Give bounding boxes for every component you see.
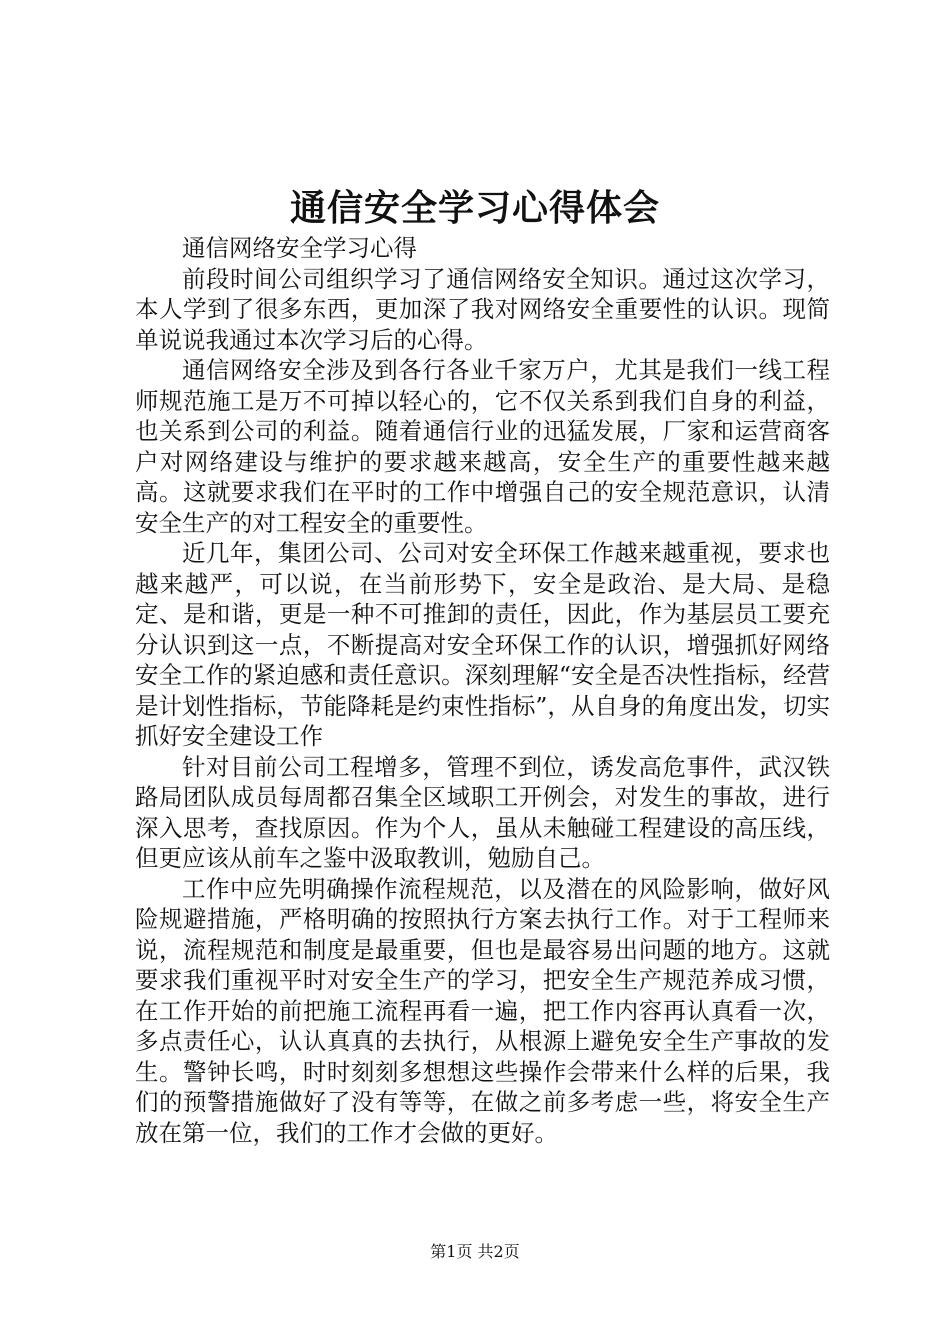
paragraph-subtitle: 通信网络安全学习心得 bbox=[182, 234, 417, 262]
paragraph: 近几年，集团公司、公司对安全环保工作越来越重视，要求也越来越严，可以说，在当前形势下，安全是政治、是大局、是稳定、是和谐，更是一种不可推卸的责任，因此，作为基层员工要充分认识到这一点，不断提高对安全环保工作的认识，增强抓好网络安全工作的紧迫感和责任意识。深刻理解“安全是否决性指标，经营是计划性指标，节能降耗是约束性指标”，从自身的角度出发，切实抓好安全建设工作 bbox=[135, 539, 830, 750]
document-title: 通信安全学习心得体会 bbox=[289, 187, 660, 229]
paragraph: 通信网络安全涉及到各行各业千家万户，尤其是我们一线工程师规范施工是万不可掉以轻心的，它不仅关系到我们自身的利益，也关系到公司的利益。随着通信行业的迅猛发展，厂家和运营商客户对网络建设与维护的要求越来越高，安全生产的重要性越来越高。这就要求我们在平时的工作中增强自己的安全规范意识，认清安全生产的对工程安全的重要性。 bbox=[135, 356, 830, 537]
document-body bbox=[135, 233, 830, 1148]
paragraph: 前段时间公司组织学习了通信网络安全知识。通过这次学习，本人学到了很多东西，更加深了我对网络安全重要性的认识。现简单说说我通过本次学习后的心得。 bbox=[135, 264, 830, 354]
paragraph: 针对目前公司工程增多，管理不到位，诱发高危事件，武汉铁路局团队成员每周都召集全区域职工开例会，对发生的事故，进行深入思考，查找原因。作为个人，虽从未触碰工程建设的高压线，但更应该从前车之鉴中汲取教训，勉励自己。 bbox=[135, 752, 830, 872]
paragraph: 工作中应先明确操作流程规范，以及潜在的风险影响，做好风险规避措施，严格明确的按照执行方案去执行工作。对于工程师来说，流程规范和制度是最重要，但也是最容易出问题的地方。这就要求我们重视平时对安全生产的学习，把安全生产规范养成习惯，在工作开始的前把施工流程再看一遍，把工作内容再认真看一次，多点责任心，认认真真的去执行，从根源上避免安全生产事故的发生。警钟长鸣，时时刻刻多想想这些操作会带来什么样的后果，我们的预警措施做好了没有等等，在做之前多考虑一些，将安全生产放在第一位，我们的工作才会做的更好。 bbox=[135, 874, 830, 1147]
page-number-footer: 第1页 共2页 bbox=[430, 1242, 520, 1261]
